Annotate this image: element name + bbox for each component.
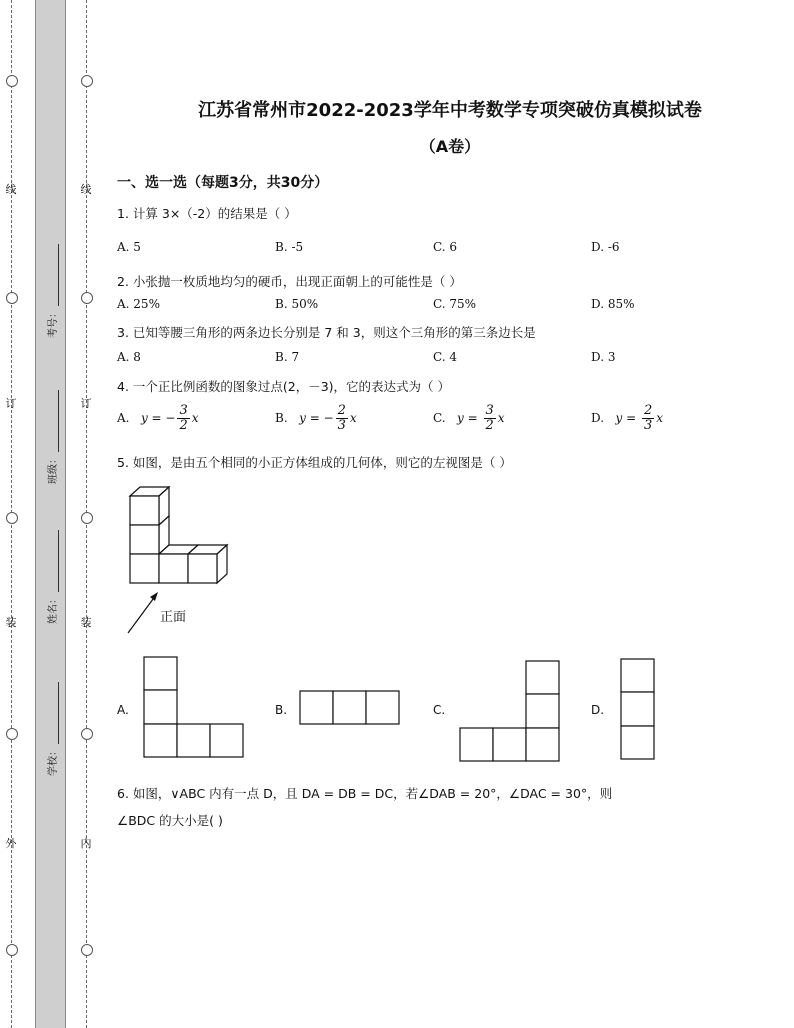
question-4-option-b[interactable]: B. y = − $\frac{2}{3}$ x [275, 403, 357, 433]
question-3-option-b[interactable]: B. 7 [275, 350, 300, 364]
fraction: $\frac{3}{2}$ [485, 403, 494, 433]
question-5-stem: 5. 如图，是由五个相同的小正方体组成的几何体，则它的左视图是（ ） [117, 455, 512, 470]
question-6-stem-line-2: ∠BDC 的大小是( ) [117, 813, 223, 828]
inner-char-nei: 内 [80, 837, 92, 850]
field-exam-number[interactable] [44, 244, 59, 338]
fraction: $\frac{3}{2}$ [179, 403, 188, 433]
question-4-stem: 4. 一个正比例函数的图象过点(2，－3)，它的表达式为（ ） [117, 379, 451, 394]
question-6-stem-line-1: 6. 如图，∨ABC 内有一点 D，且 DA = DB = DC，若∠DAB = 20°，∠DAC = 30°，则 [117, 786, 613, 801]
page-subtitle: （A卷） [419, 137, 481, 156]
question-2-option-d[interactable]: D. 85% [591, 297, 635, 311]
page-title: 江苏省常州市2022-2023学年中考数学专项突破仿真模拟试卷 [198, 100, 702, 121]
binding-hole-10 [81, 944, 93, 956]
fraction: $\frac{2}{3}$ [337, 403, 346, 433]
binding-hole-4 [6, 728, 18, 740]
question-5-option-a-figure[interactable] [143, 656, 245, 760]
question-1-option-a[interactable]: A. 5 [117, 240, 141, 254]
binding-hole-7 [81, 292, 93, 304]
question-1-option-c[interactable]: C. 6 [433, 240, 458, 254]
binding-hole-2 [6, 292, 18, 304]
question-4-option-c[interactable]: C. y = $\frac{3}{2}$ x [433, 403, 505, 433]
binding-hole-8 [81, 512, 93, 524]
field-class-label: 班级： [48, 454, 59, 484]
question-5-option-d-label[interactable]: D. [591, 703, 605, 717]
field-exam-number-label: 考号： [48, 308, 59, 338]
binding-hole-3 [6, 512, 18, 524]
question-1-stem: 1. 计算 3×（-2）的结果是（ ） [117, 206, 297, 221]
field-school[interactable] [44, 682, 59, 776]
question-2-option-b[interactable]: B. 50% [275, 297, 319, 311]
outer-char-zhuang: 装 [5, 616, 17, 629]
question-5-option-a-label[interactable]: A. [117, 703, 129, 717]
question-3-option-a[interactable]: A. 8 [117, 350, 141, 364]
question-3-option-c[interactable]: C. 4 [433, 350, 458, 364]
field-name-label: 姓名： [48, 594, 59, 624]
inner-char-ding: 订 [80, 397, 92, 410]
question-4-option-d[interactable]: D. y = $\frac{2}{3}$ x [591, 403, 663, 433]
field-school-label: 学校： [48, 746, 59, 776]
binding-hole-1 [6, 75, 18, 87]
question-2-option-c[interactable]: C. 75% [433, 297, 477, 311]
binding-hole-6 [81, 75, 93, 87]
inner-char-xian: 线 [80, 183, 92, 196]
binding-hole-5 [6, 944, 18, 956]
binding-band [35, 0, 66, 1028]
section-heading: 一、选一选（每题3分，共30分） [117, 175, 329, 191]
outer-char-ding: 订 [5, 397, 17, 410]
question-5-front-label: 正面 [160, 610, 187, 625]
binding-hole-9 [81, 728, 93, 740]
inner-char-zhuang: 装 [80, 616, 92, 629]
outer-char-wai: 外 [5, 837, 17, 850]
question-5-option-b-label[interactable]: B. [275, 703, 288, 717]
question-5-option-b-figure[interactable] [299, 690, 401, 726]
question-1-option-d[interactable]: D. -6 [591, 240, 620, 254]
question-3-option-d[interactable]: D. 3 [591, 350, 616, 364]
question-1-option-b[interactable]: B. -5 [275, 240, 304, 254]
question-3-stem: 3. 已知等腰三角形的两条边长分别是 7 和 3，则这个三角形的第三条边长是 [117, 325, 536, 340]
question-2-option-a[interactable]: A. 25% [117, 297, 160, 311]
question-2-stem: 2. 小张抛一枚质地均匀的硬币，出现正面朝上的可能性是（ ） [117, 274, 462, 289]
outer-char-xian: 线 [5, 183, 17, 196]
question-5-option-d-figure[interactable] [620, 658, 656, 762]
question-5-option-c-figure[interactable] [459, 660, 561, 764]
field-name[interactable] [44, 530, 59, 624]
question-4-option-a[interactable]: A. y = − $\frac{3}{2}$ x [117, 403, 199, 433]
field-class[interactable] [44, 390, 59, 484]
fraction: $\frac{2}{3}$ [643, 403, 653, 433]
question-5-option-c-label[interactable]: C. [433, 703, 446, 717]
